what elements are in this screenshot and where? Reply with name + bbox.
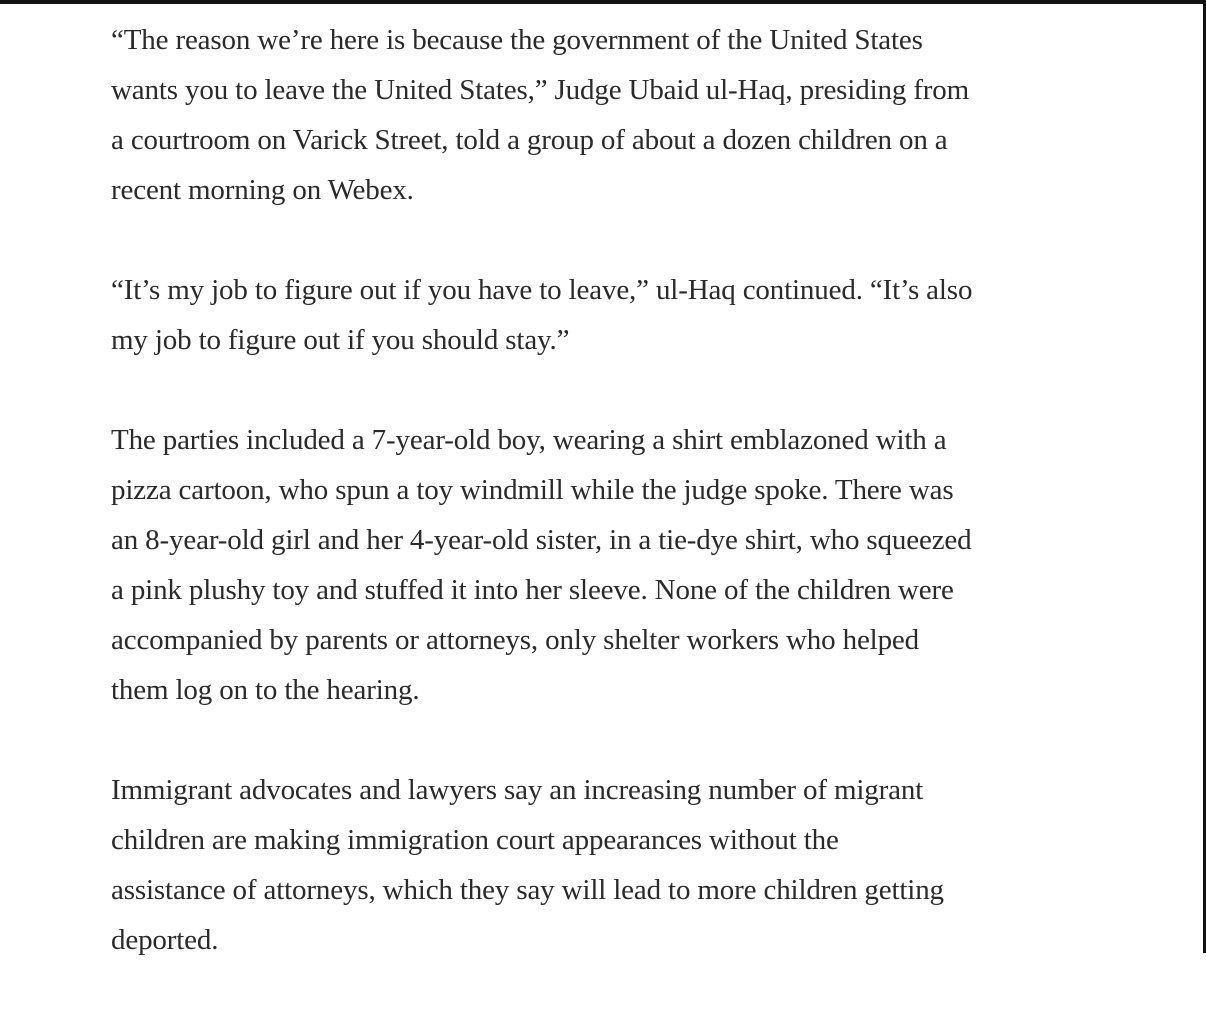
text-line: Immigrant advocates and lawyers say an increasing number of migrant (111, 774, 924, 806)
text-line: an 8-year-old girl and her 4-year-old sister, in a tie-dye shirt, who squeezed (111, 524, 972, 556)
text-line: deported. (111, 924, 219, 956)
text-line: a courtroom on Varick Street, told a group of about a dozen children on a (111, 124, 948, 156)
text-line: recent morning on Webex. (111, 174, 414, 206)
paragraph-judge-continued (111, 265, 1151, 365)
top-border (0, 0, 1206, 4)
paragraph-parties (111, 415, 1151, 715)
text-line: my job to figure out if you should stay.” (111, 324, 570, 356)
paragraph-judge-quote (111, 15, 1151, 215)
text-line: “The reason we’re here is because the government of the United States (111, 24, 923, 56)
text-line: accompanied by parents or attorneys, only shelter workers who helped (111, 624, 919, 656)
text-line: them log on to the hearing. (111, 674, 420, 706)
text-line: pizza cartoon, who spun a toy windmill while the judge spoke. There was (111, 474, 954, 506)
text-line: The parties included a 7-year-old boy, wearing a shirt emblazoned with a (111, 424, 947, 456)
text-line: a pink plushy toy and stuffed it into her sleeve. None of the children were (111, 574, 954, 606)
text-line: assistance of attorneys, which they say will lead to more children getting (111, 874, 944, 906)
article-body (111, 15, 1151, 1015)
text-line: children are making immigration court appearances without the (111, 824, 839, 856)
text-line: “It’s my job to figure out if you have to leave,” ul-Haq continued. “It’s also (111, 274, 973, 306)
text-line: wants you to leave the United States,” Judge Ubaid ul-Haq, presiding from (111, 74, 970, 106)
paragraph-advocates (111, 765, 1151, 965)
